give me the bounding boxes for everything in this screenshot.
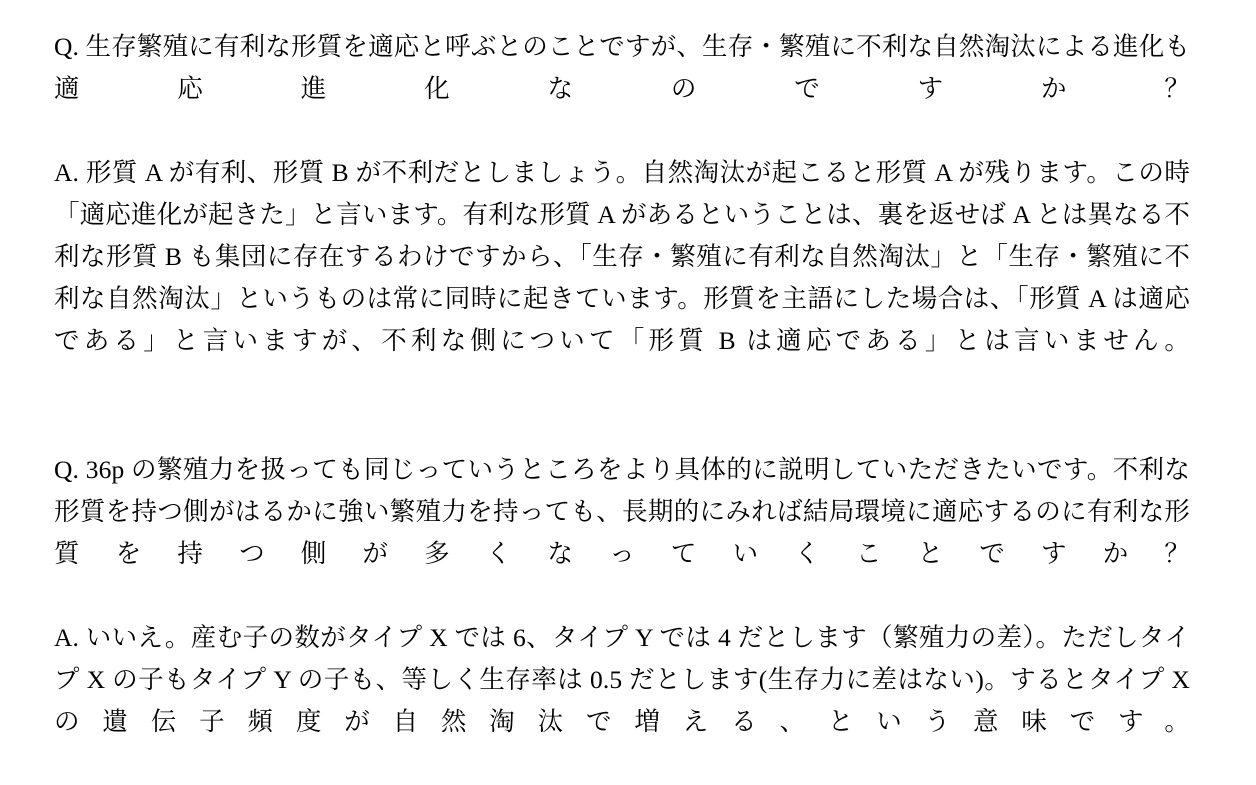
qa-block-1: [54, 26, 1190, 403]
qa-block-2: [54, 449, 1190, 785]
answer-text-2: A. いいえ。産む子の数がタイプ X では 6、タイプ Y では 4 だとします（繁殖力の差）。ただしタイプ X の子もタイプ Y の子も、等しく生存率は 0.5 だとします(生存力に差はない)。するとタイプ X の遺伝子頻度が自然淘汰で増える、という意味です。: [54, 623, 1190, 737]
question-text-2: Q. 36p の繁殖力を扱っても同じっていうところをより具体的に説明していただきたいです。不利な形質を持つ側がはるかに強い繁殖力を持っても、長期的にみれば結局環境に適応するのに有利な形質を持つ側が多くなっていくことですか？: [54, 455, 1190, 569]
answer-text-1: A. 形質 A が有利、形質 B が不利だとしましょう。自然淘汰が起こると形質 A が残ります。この時「適応進化が起きた」と言います。有利な形質 A があるということは、裏を返せば A とは異なる不利な形質 B も集団に存在するわけですから、「生存・繁殖に有利な自然淘汰」と「生存・繁殖に不利な自然淘汰」というものは常に同時に起きています。形質を主語にした場合は、「形質 A は適応である」と言いますが、不利な側について「形質 B は適応である」とは言いません。: [54, 157, 1190, 355]
question-text-1: Q. 生存繁殖に有利な形質を適応と呼ぶとのことですが、生存・繁殖に不利な自然淘汰による進化も適応進化なのですか？: [54, 32, 1190, 103]
